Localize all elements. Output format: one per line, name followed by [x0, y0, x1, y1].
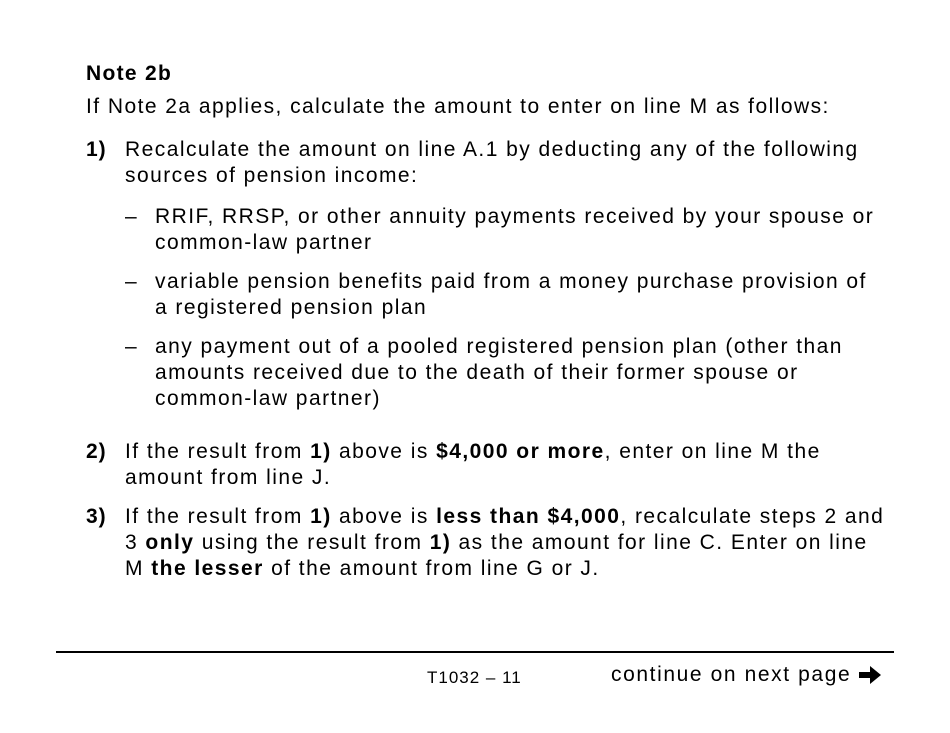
bullet-dash: –: [125, 270, 139, 293]
step-text: If the result from 1) above is $4,000 or more, enter on line M the amount from line J.: [125, 440, 821, 489]
list-item: [125, 269, 886, 321]
bullet-list: [125, 204, 886, 412]
step-text: Recalculate the amount on line A.1 by deducting any of the following sources of pension income:: [125, 138, 859, 187]
bullet-text: any payment out of a pooled registered pension plan (other than amounts received due to the death of their former spouse or common-law partner): [155, 335, 843, 410]
list-item: [125, 334, 886, 412]
bullet-dash: –: [125, 335, 139, 358]
bullet-text: variable pension benefits paid from a money purchase provision of a registered pension plan: [155, 270, 867, 319]
step-3: [86, 504, 886, 582]
continue-label: continue on next page: [611, 663, 852, 686]
step-list: [86, 137, 886, 582]
step-2: [86, 439, 886, 491]
list-item: [125, 204, 886, 256]
step-number: 3): [86, 505, 107, 528]
footer-divider: [56, 651, 894, 653]
arrow-right-icon: [857, 664, 883, 686]
bullet-dash: –: [125, 205, 139, 228]
page-number: T1032 – 11: [427, 668, 522, 687]
step-number: 2): [86, 440, 107, 463]
intro-paragraph: If Note 2a applies, calculate the amount to enter on line M as follows:: [86, 95, 830, 118]
step-text: If the result from 1) above is less than $4,000, recalculate steps 2 and 3 only using the result from 1) as the amount for line C. Enter on line M the lesser of the amount from line G or J.: [125, 505, 885, 580]
note-heading: Note 2b: [86, 62, 173, 85]
step-number: 1): [86, 138, 107, 161]
continue-next-page-link[interactable]: [611, 663, 883, 687]
bullet-text: RRIF, RRSP, or other annuity payments received by your spouse or common-law partner: [155, 205, 875, 254]
note-content: [86, 61, 886, 595]
step-1: [86, 137, 886, 426]
